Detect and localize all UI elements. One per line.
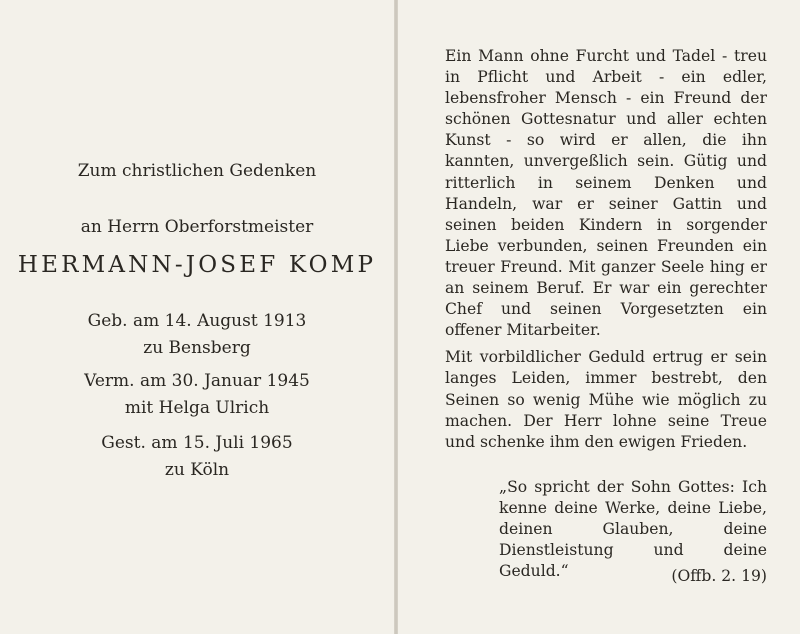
scripture-quote: „So spricht der Sohn Gottes: Ich kenne deine Werke, deine Liebe, deinen Glauben, deine Dienstleistung und deine Geduld.“ <box>499 478 767 581</box>
scripture-reference: (Offb. 2. 19) <box>671 567 767 585</box>
eulogy-paragraph-2: Mit vorbildlicher Geduld ertrug er sein langes Leiden, immer bestrebt, den Seinen so wenig Mühe wie möglich zu machen. Der Herr lohne seine Treue und schenke ihm den ewigen Frieden. <box>445 348 767 451</box>
birth-place: zu Bensberg <box>143 338 251 358</box>
marriage-date: Verm. am 30. Januar 1945 <box>84 371 310 391</box>
eulogy-text <box>445 46 767 453</box>
birth-date: Geb. am 14. August 1913 <box>87 311 307 331</box>
dedication-line: an Herrn Oberforstmeister <box>80 217 314 237</box>
marriage-partner: mit Helga Ulrich <box>124 398 270 418</box>
memorial-heading: Zum christlichen Gedenken <box>77 161 317 181</box>
deceased-name: HERMANN-JOSEF KOMP <box>17 252 377 278</box>
death-date: Gest. am 15. Juli 1965 <box>101 433 293 453</box>
eulogy-paragraph-1: Ein Mann ohne Furcht und Tadel - treu in Pflicht und Arbeit - ein edler, lebensfroher Mensch - ein Freund der schönen Gottesnatur und aller echten Kunst - so wird er allen, die ihn kannten, unvergeßlich sein. Gütig und ritterlich in seinem Denken und Handeln, war er seiner Gattin und seinen beiden Kindern in sorgender Liebe verbunden, seinen Freunden ein treuer Freund. Mit ganzer Seele hing er an seinem Beruf. Er war ein gerechter Chef und seinen Vorgesetzten ein offener Mitarbeiter. <box>445 47 767 340</box>
death-place: zu Köln <box>164 460 230 480</box>
card-fold <box>394 0 398 634</box>
